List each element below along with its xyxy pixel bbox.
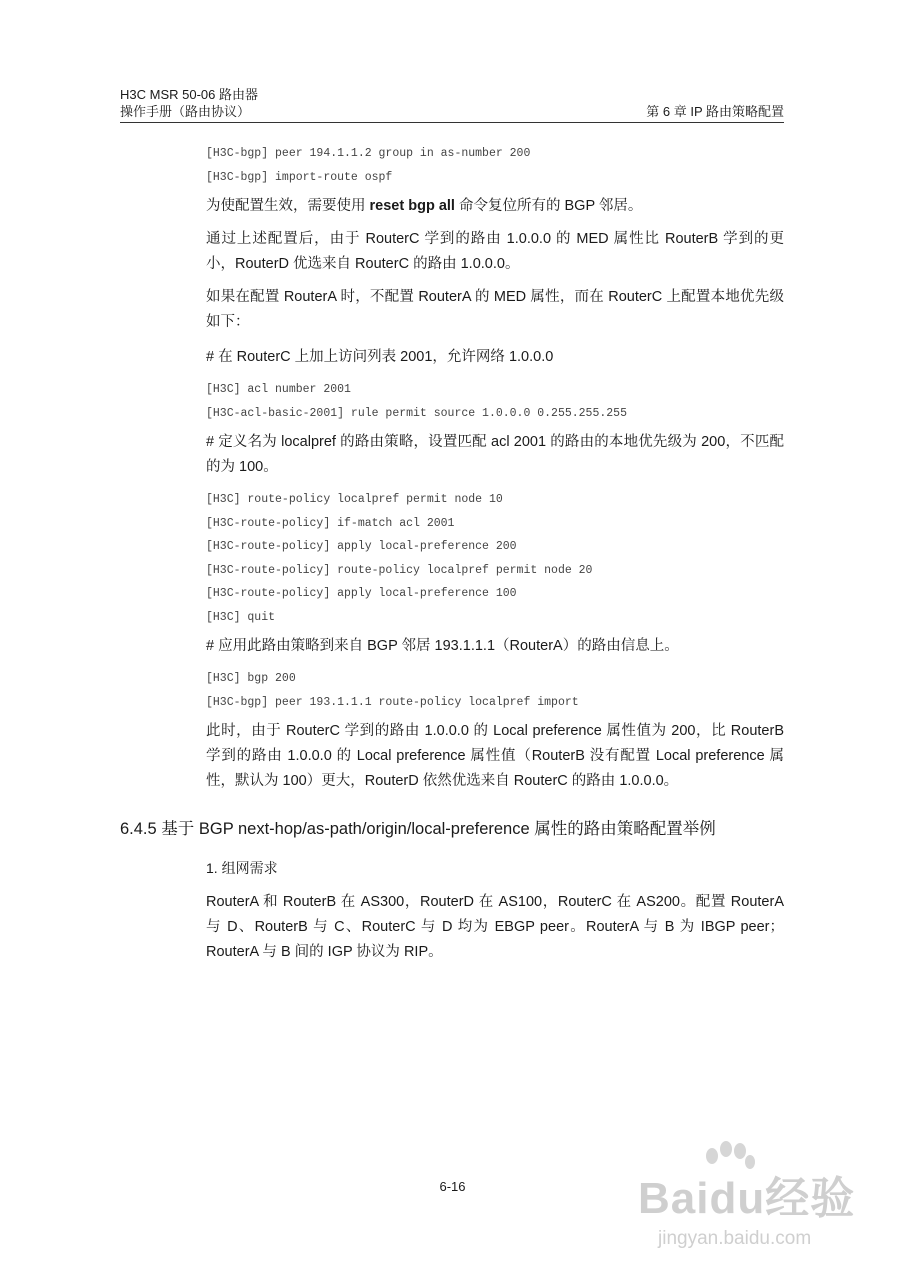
command-reset-bgp-all: reset bgp all [369,198,455,214]
paragraph: 为使配置生效，需要使用 reset bgp all 命令复位所有的 BGP 邻居。 [206,198,643,214]
code-line: [H3C-route-policy] if-match acl 2001 [206,516,455,530]
watermark-brand: Baidu经验 [638,1174,856,1223]
baidu-watermark [638,1140,868,1270]
paragraph: 此时，由于 RouterC 学到的路由 1.0.0.0 的 Local preference 属性值为 200，比 RouterB 学到的路由 1.0.0.0 的 Local preference 属性值（RouterB 没有配置 Local preference 属性，默认为 100）更大，RouterD 依然优选来自 RouterC 的路由 1.0.0.0。 [206,722,784,789]
section-body [206,858,784,965]
page-header [120,86,784,120]
code-line: [H3C-acl-basic-2001] rule permit source 1.0.0.0 0.255.255.255 [206,407,627,420]
paragraph: # 定义名为 localpref 的路由策略，设置匹配 acl 2001 的路由的本地优先级为 200，不匹配的为 100。 [206,434,784,475]
code-line: [H3C] quit [206,610,276,624]
paragraph: # 应用此路由策略到来自 BGP 邻居 193.1.1.1（RouterA）的路由信息上。 [206,637,679,654]
code-line: [H3C-route-policy] apply local-preference 100 [206,587,517,601]
paragraph: 如果在配置 RouterA 时，不配置 RouterA 的 MED 属性，而在 RouterC 上配置本地优先级如下： [206,289,784,330]
code-line: [H3C-bgp] peer 194.1.1.2 group in as-number 200 [206,147,531,160]
code-line: [H3C] bgp 200 [206,671,296,685]
code-block-1 [206,142,784,190]
code-line: [H3C-bgp] import-route ospf [206,171,393,184]
page-number: 6-16 [439,1179,466,1194]
section-heading: 6.4.5 基于 BGP next-hop/as-path/origin/local-preference 属性的路由策略配置举例 [120,820,716,838]
header-row [120,103,784,120]
code-block-2 [206,378,784,426]
paragraph: 通过上述配置后，由于 RouterC 学到的路由 1.0.0.0 的 MED 属性比 RouterB 学到的更小，RouterD 优选来自 RouterC 的路由 1.0.0.0。 [206,231,784,272]
paragraph: RouterA 和 RouterB 在 AS300，RouterD 在 AS100，RouterC 在 AS200。配置 RouterA 与 D、RouterB 与 C、RouterC 与 D 均为 EBGP peer。RouterA 与 B 为 IBGP peer；RouterA 与 B 间的 IGP 协议为 RIP。 [206,894,784,960]
paragraph: # 在 RouterC 上加上访问列表 2001，允许网络 1.0.0.0 [206,349,554,365]
header-product: H3C MSR 50-06 路由器 [120,87,258,102]
main-content [206,140,784,794]
code-block-3 [206,488,784,630]
header-chapter: 第 6 章 IP 路由策略配置 [646,104,784,119]
watermark-url: jingyan.baidu.com [658,1228,812,1249]
code-line: [H3C] acl number 2001 [206,383,351,396]
code-line: [H3C-route-policy] apply local-preference 200 [206,540,517,554]
subheading: 1. 组网需求 [206,860,278,876]
header-rule [120,122,784,123]
code-line: [H3C-route-policy] route-policy localpref permit node 20 [206,563,593,577]
code-block-4 [206,667,784,715]
code-line: [H3C] route-policy localpref permit node 10 [206,493,503,506]
code-line: [H3C-bgp] peer 193.1.1.1 route-policy localpref import [206,695,579,709]
header-manual: 操作手册（路由协议） [120,104,251,119]
